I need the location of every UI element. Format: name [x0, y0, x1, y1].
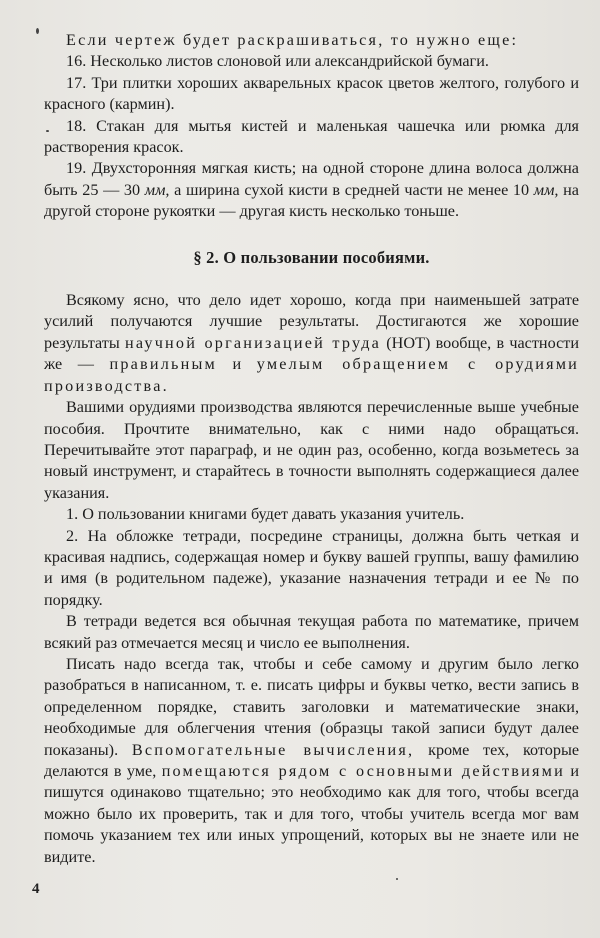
page-number: 4 — [32, 881, 40, 897]
page-text — [44, 30, 579, 868]
p6-text-c: и пишутся одинаково тщательно; это необходимо как для того, чтобы всегда можно было их проверить, так и для того, чтобы учитель всегда мог вам помочь указанием тех или иных упрощений, которых вы не знаете или не видите. — [44, 762, 580, 866]
p1-emphasis-not: научной организацией труда — [124, 333, 382, 352]
paragraph-3: 1. О пользовании книгами будет давать указания учитель. — [66, 505, 465, 524]
p6-emphasis-placed: помещаются рядом с основными действиями — [161, 762, 565, 780]
unit-mm: мм, — [533, 180, 559, 199]
p1-text-a: Всякому ясно, что дело идет хорошо, когда при наименьшей затрате усилий получаются лучшие результаты. Достигаются же хорошие результаты — [44, 291, 579, 352]
intro-line: Если чертеж будет раскрашиваться, то нужно еще: — [66, 31, 519, 49]
list-item-17: 17. Три плитки хороших акварельных красок цветов желтого, голубого и красного (кармин). — [44, 73, 579, 114]
p1-text-c: и — [232, 355, 242, 374]
paragraph-intro — [44, 30, 579, 51]
section-heading: § 2. О пользовании пособиями. — [193, 247, 430, 267]
paragraph-5: В тетради ведется вся обычная текущая работа по математике, причем всякий раз отмечается месяц и число ее выполнения. — [44, 612, 579, 652]
p1-emphasis-skillful: умелым обращением с орудиями производства. — [44, 355, 580, 395]
p1-emphasis-correct: правильным — [109, 355, 217, 374]
ink-speck — [396, 878, 398, 880]
paragraph-4: 2. На обложке тетради, посредине страницы, должна быть четкая и красивая надпись, содержащая номер и букву вашей группы, вашу фамилию и имя (в родительном падеже), указание назначения тетради и ее № по порядку. — [44, 526, 579, 609]
list-item-18: 18. Стакан для мытья кистей и маленькая чашечка или рюмка для растворения красок. — [44, 116, 579, 157]
ink-speck — [36, 28, 39, 34]
item-19-text-a: 19. Двухсторонняя мягкая кисть; на одной стороне длина волоса должна быть 25 — 30 — [44, 159, 579, 199]
unit-mm: мм, — [144, 180, 170, 199]
p1-text-b: (НОТ) вообще, в частности же — — [44, 333, 579, 374]
item-19-text-b: а ширина сухой кисти в средней части не менее 10 — [174, 180, 530, 199]
paragraph-2: Вашими орудиями производства являются перечисленные выше учебные пособия. Прочтите внимательно, как с ними надо обращаться. Перечитывайте этот параграф, и не один раз, особенно, когда возьметесь за новый инструмент, и старайтесь в точности выполнять содержащиеся далее указания. — [44, 398, 579, 502]
list-item-19 — [44, 158, 579, 222]
list-item-16: 16. Несколько листов слоновой или александрийской бумаги. — [66, 52, 489, 71]
p6-text-b: кроме тех, которые делаются в уме, — [44, 740, 580, 780]
item-19-text-c: на другой стороне рукоятки — другая кисть несколько тоньше. — [44, 180, 579, 221]
paragraph-6 — [44, 654, 579, 868]
p6-emphasis-aux: Вспомогательные вычисления, — [131, 740, 415, 759]
paragraph-1 — [44, 290, 579, 397]
p6-text-a: Писать надо всегда так, чтобы и себе самому и другим было легко разобраться в написанном, т. е. писать цифры и буквы четко, вести запись в определенном порядке, ставить заголовки и математические знаки, необходимые для облегчения чтения (образцы такой записи будут далее показаны). — [44, 654, 579, 759]
